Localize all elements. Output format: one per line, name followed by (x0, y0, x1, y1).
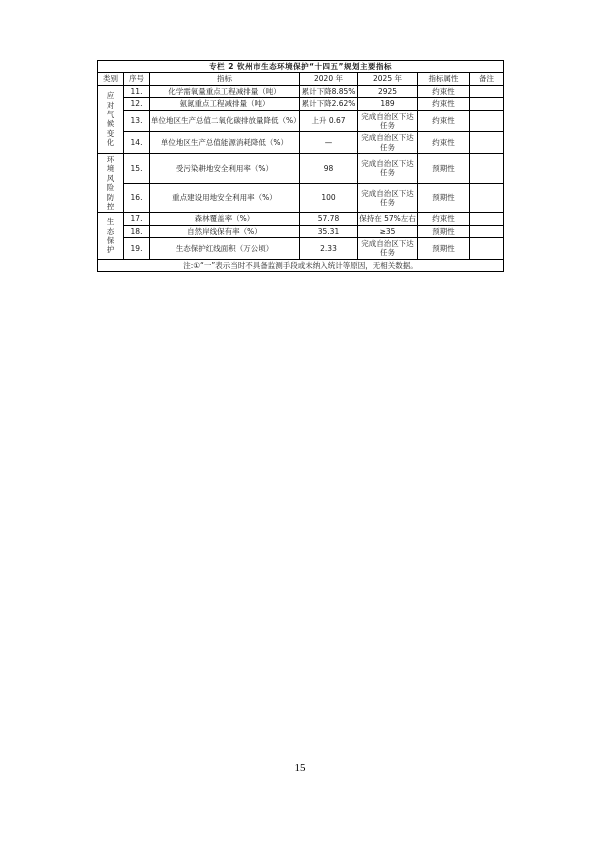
row-2020-value: 累计下降8.85% (300, 85, 358, 97)
row-remark (470, 213, 504, 225)
table-title-row (98, 61, 504, 73)
row-indicator: 受污染耕地安全利用率（%） (150, 154, 300, 184)
row-2025-value: 完成自治区下达任务 (358, 238, 418, 260)
row-2025-value: 2925 (358, 85, 418, 97)
row-2025-value: 完成自治区下达任务 (358, 154, 418, 184)
header-remark: 备注 (470, 73, 504, 85)
table-row (98, 238, 504, 260)
row-2020-value: 2.33 (300, 238, 358, 260)
category-label-climate: 应对气候变化 (106, 91, 115, 148)
row-2025-value: 189 (358, 98, 418, 110)
table-row (98, 85, 504, 97)
indicator-table-container (97, 60, 503, 272)
header-attribute: 指标属性 (418, 73, 470, 85)
table-row (98, 98, 504, 110)
row-indicator: 自然岸线保有率（%） (150, 225, 300, 237)
row-remark (470, 132, 504, 154)
category-label-risk: 环境风险防控 (106, 155, 115, 211)
row-attribute: 预期性 (418, 225, 470, 237)
table-row (98, 154, 504, 184)
row-attribute: 预期性 (418, 154, 470, 184)
table-row (98, 213, 504, 225)
row-attribute: 约束性 (418, 132, 470, 154)
row-index: 18. (124, 225, 150, 237)
row-attribute: 约束性 (418, 110, 470, 132)
row-remark (470, 183, 504, 213)
row-index: 13. (124, 110, 150, 132)
row-remark (470, 225, 504, 237)
category-label-ecology: 生态保护 (106, 217, 115, 255)
row-2025-value: 完成自治区下达任务 (358, 132, 418, 154)
row-2020-value: 上升 0.67 (300, 110, 358, 132)
row-indicator: 单位地区生产总值二氧化碳排放量降低（%） (150, 110, 300, 132)
table-note-row (98, 259, 504, 271)
category-cell-ecology (98, 213, 124, 260)
row-2025-value: 完成自治区下达任务 (358, 183, 418, 213)
row-2020-value: 57.78 (300, 213, 358, 225)
row-2025-value: 保持在 57%左右 (359, 214, 416, 224)
row-remark (470, 110, 504, 132)
row-attribute: 约束性 (418, 98, 470, 110)
row-2020-value: 35.31 (300, 225, 358, 237)
row-index: 12. (124, 98, 150, 110)
row-remark (470, 154, 504, 184)
row-2025-value: 完成自治区下达任务 (358, 110, 418, 132)
row-index: 15. (124, 154, 150, 184)
row-indicator: 森林覆盖率（%） (150, 213, 300, 225)
row-indicator: 生态保护红线面积（万公顷） (150, 238, 300, 260)
indicator-table (97, 60, 504, 272)
table-row (98, 132, 504, 154)
header-year-2025: 2025 年 (358, 73, 418, 85)
row-indicator: 化学需氧量重点工程减排量（吨） (150, 85, 300, 97)
table-header-row (98, 73, 504, 85)
row-attribute: 预期性 (418, 238, 470, 260)
row-indicator: 重点建设用地安全利用率（%） (150, 183, 300, 213)
table-title: 专栏 2 钦州市生态环境保护“十四五”规划主要指标 (98, 61, 504, 73)
row-attribute: 预期性 (418, 183, 470, 213)
row-indicator: 单位地区生产总值能源消耗降低（%） (150, 132, 300, 154)
row-index: 14. (124, 132, 150, 154)
header-indicator: 指标 (150, 73, 300, 85)
row-index: 11. (124, 85, 150, 97)
row-indicator: 氨氮重点工程减排量（吨） (150, 98, 300, 110)
row-2020-value: — (300, 132, 358, 154)
row-2025-value: ≥35 (358, 225, 418, 237)
page-number: 15 (294, 762, 306, 774)
table-row (98, 225, 504, 237)
row-index: 16. (124, 183, 150, 213)
category-cell-risk (98, 154, 124, 213)
row-index: 17. (124, 213, 150, 225)
row-remark (470, 85, 504, 97)
row-2020-value: 100 (300, 183, 358, 213)
row-attribute: 约束性 (418, 213, 470, 225)
row-2020-value: 累计下降2.62% (300, 98, 358, 110)
row-remark (470, 238, 504, 260)
row-2020-value: 98 (300, 154, 358, 184)
header-category: 类别 (98, 73, 124, 85)
row-attribute: 约束性 (418, 85, 470, 97)
category-cell-climate (98, 85, 124, 153)
table-note: 注:①“一”表示当时不具备监测手段或未纳入统计等原因，无相关数据。 (98, 259, 504, 271)
table-row (98, 110, 504, 132)
table-row (98, 183, 504, 213)
header-year-2020: 2020 年 (300, 73, 358, 85)
row-index: 19. (124, 238, 150, 260)
row-remark (470, 98, 504, 110)
header-index: 序号 (124, 73, 150, 85)
